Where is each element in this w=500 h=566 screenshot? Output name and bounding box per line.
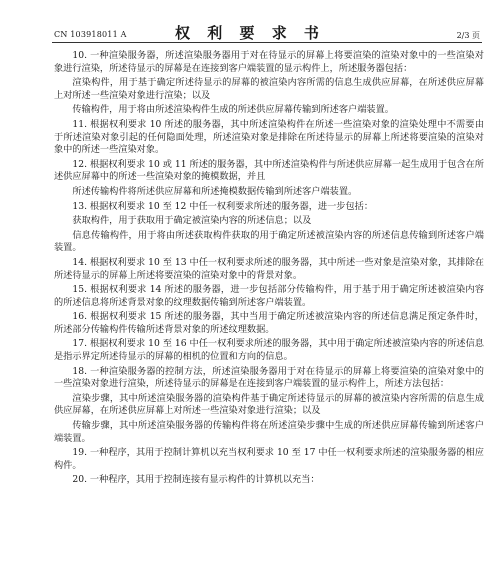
claim-10-transmission-means: 传输构件，用于将由所述渲染构件生成的所述供应屏幕传输到所述客户端装置。 xyxy=(72,104,394,116)
claim-12: 12. 根据权利要求 10 或 11 所述的服务器，其中所述渲染构件与所述供应屏幕一起生成用于包含在所述供应屏幕中的所述一些渲染对象的掩模数据，并且 xyxy=(54,158,484,183)
claim-18-rendering-step: 渲染步骤，其中所述渲染服务器的渲染构件基于确定所述待显示的屏幕的被渲染内容所需的信息生成供应屏幕，在所述供应屏幕上对所述一些渲染对象进行渲染；以及 xyxy=(54,392,484,417)
claim-15: 15. 根据权利要求 14 所述的服务器，进一步包括部分传输构件，用于基于用于确定所述被渲染内容的所述信息将所述背景对象的纹理数据传输到所述客户端装置。 xyxy=(54,284,484,308)
claims-body xyxy=(54,50,484,489)
claim-10-rendering-means: 渲染构件，用于基于确定所述待显示的屏幕的被渲染内容所需的信息生成供应屏幕，在所述供应屏幕上对所述一些渲染对象进行渲染；以及 xyxy=(54,77,484,101)
publication-number: CN 103918011 A xyxy=(54,30,127,39)
claim-13-acquisition-means: 获取构件，用于获取用于确定被渲染内容的所述信息；以及 xyxy=(72,215,312,227)
claim-11: 11. 根据权利要求 10 所述的服务器，其中所述渲染构件在所述一些渲染对象的渲染处理中不需要由于所述渲染对象引起的任何隐面处理，所述渲染对象是排除在所述待显示的屏幕上所述将要渲染的渲染对象中的所述一些渲染对象。 xyxy=(54,118,484,156)
claim-10: 10. 一种渲染服务器，所述渲染服务器用于对在待显示的屏幕上将要渲染的渲染对象中的一些渲染对象进行渲染，所述待显示的屏幕是在连接到客户端装置的显示构件上，所述服务器包括： xyxy=(54,50,484,74)
document-title: 权 利 要 求 书 xyxy=(175,24,325,42)
claim-19: 19. 一种程序，其用于控制计算机以充当权利要求 10 至 17 中任一权利要求所述的渲染服务器的相应构件。 xyxy=(54,447,484,471)
claim-18-transmission-step: 传输步骤，其中所述渲染服务器的传输构件将在所述渲染步骤中生成的所述供应屏幕传输到所述客户端装置。 xyxy=(54,420,484,444)
claim-16: 16. 根据权利要求 15 所述的服务器，其中当用于确定所述被渲染内容的所述信息满足预定条件时，所述部分传输构件传输所述背景对象的所述纹理数据。 xyxy=(54,311,484,335)
claim-13-info-transmission: 信息传输构件，用于将由所述获取构件获取的用于确定所述被渲染内容的所述信息传输到所述客户端装置。 xyxy=(54,229,484,254)
page-number: 2/3 页 xyxy=(456,31,480,40)
header-rule xyxy=(52,42,482,43)
claim-13: 13. 根据权利要求 10 至 12 中任一权利要求所述的服务器，进一步包括： xyxy=(72,200,374,212)
claim-12-continued: 所述传输构件将所述供应屏幕和所述掩模数据传输到所述客户端装置。 xyxy=(72,185,358,197)
claim-14: 14. 根据权利要求 10 至 13 中任一权利要求所述的服务器，其中所述一些对象是渲染对象，其排除在所述待显示的屏幕上所述将要渲染的渲染对象中的背景对象。 xyxy=(54,256,484,281)
claim-20: 20. 一种程序，其用于控制连接有显示构件的计算机以充当： xyxy=(72,474,320,486)
page-header xyxy=(0,0,500,44)
claim-17: 17. 根据权利要求 10 至 16 中任一权利要求所述的服务器，其中用于确定所述被渲染内容的所述信息是指示界定所述待显示的屏幕的相机的位置和方向的信息。 xyxy=(54,338,484,363)
claim-18: 18. 一种渲染服务器的控制方法，所述渲染服务器用于对在待显示的屏幕上将要渲染的渲染对象中的一些渲染对象进行渲染，所述待显示的屏幕是在连接到客户端装置的显示构件上，所述方法包括： xyxy=(54,365,484,390)
